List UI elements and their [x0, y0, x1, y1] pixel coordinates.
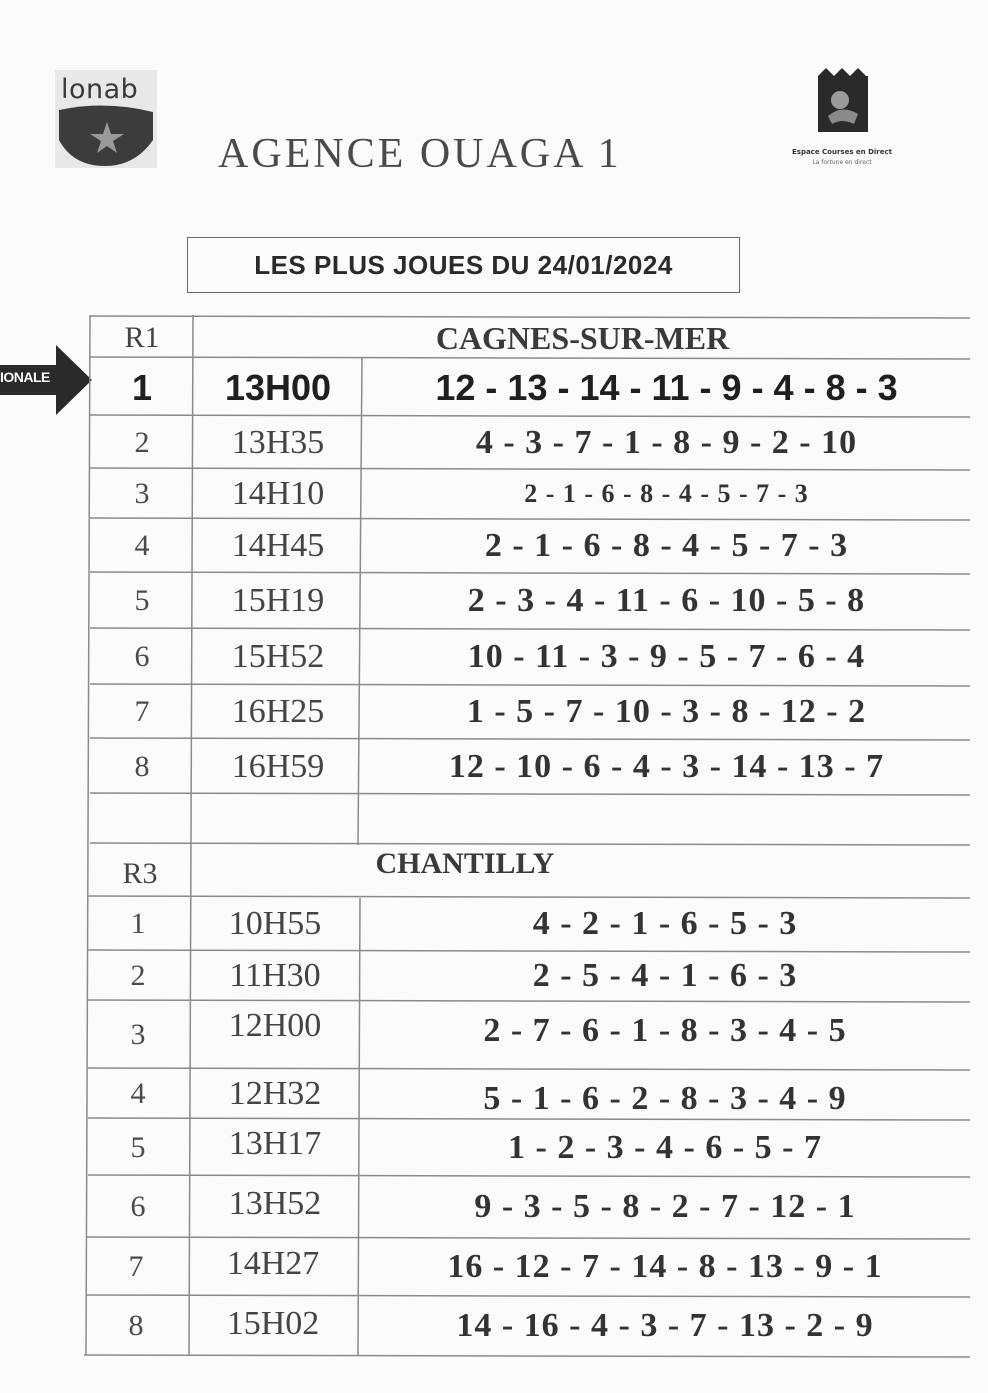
race-number: 3 [134, 477, 150, 510]
ecd-tagline: La fortune en direct [812, 159, 872, 166]
race-time: 14H27 [226, 1245, 320, 1282]
lonab-logo-text: lonab [61, 74, 139, 105]
race-combination: 12 - 10 - 6 - 4 - 3 - 14 - 13 - 7 [448, 747, 885, 785]
race-combination: 4 - 3 - 7 - 1 - 8 - 9 - 2 - 10 [475, 423, 858, 461]
race-number: 2 [130, 959, 146, 992]
race-number: 7 [128, 1250, 144, 1283]
venue-r3: CHANTILLY [375, 847, 555, 880]
race-number: 4 [130, 1077, 146, 1110]
race-combination: 14 - 16 - 4 - 3 - 7 - 13 - 2 - 9 [456, 1307, 874, 1344]
race-combination: 4 - 2 - 1 - 6 - 5 - 3 [532, 905, 798, 942]
race-time: 15H02 [226, 1304, 320, 1342]
race-combination: 2 - 1 - 6 - 8 - 4 - 5 - 7 - 3 [524, 479, 809, 508]
race-number: 6 [130, 1190, 146, 1223]
race-combination: 2 - 3 - 4 - 11 - 6 - 10 - 5 - 8 [467, 582, 866, 619]
page-title: LES PLUS JOUES DU 24/01/2024 [187, 237, 740, 293]
reunion-id-r3: R3 [122, 857, 158, 890]
race-number: 5 [130, 1130, 146, 1164]
venue-r1: CAGNES-SUR-MER [435, 319, 730, 356]
race-time: 12H00 [228, 1007, 322, 1044]
race-time: 14H45 [231, 527, 325, 564]
race-combination: 10 - 11 - 3 - 9 - 5 - 7 - 6 - 4 [467, 638, 866, 675]
race-time: 15H52 [231, 638, 325, 675]
race-combination: 1 - 2 - 3 - 4 - 6 - 5 - 7 [508, 1128, 822, 1166]
race-time: 13H35 [231, 423, 325, 461]
race-time: 13H00 [224, 366, 332, 408]
race-combination: 12 - 13 - 14 - 11 - 9 - 4 - 8 - 3 [435, 366, 898, 408]
arrow-label: IONALE [0, 369, 50, 385]
race-combination: 16 - 12 - 7 - 14 - 8 - 13 - 9 - 1 [447, 1248, 883, 1285]
race-combination: 2 - 5 - 4 - 1 - 6 - 3 [532, 957, 798, 994]
race-number: 6 [134, 640, 150, 673]
race-combination: 2 - 7 - 6 - 1 - 8 - 3 - 4 - 5 [483, 1012, 847, 1049]
race-time: 14H10 [231, 475, 325, 512]
race-combination: 1 - 5 - 7 - 10 - 3 - 8 - 12 - 2 [466, 693, 867, 730]
race-number: 1 [131, 366, 153, 408]
race-time: 12H32 [228, 1075, 322, 1112]
reunion-id-r1: R1 [124, 321, 160, 354]
race-time: 15H19 [231, 582, 325, 619]
race-number: 8 [134, 749, 150, 783]
race-time: 16H59 [231, 747, 325, 785]
race-time: 13H17 [228, 1125, 322, 1162]
race-combination: 9 - 3 - 5 - 8 - 2 - 7 - 12 - 1 [474, 1188, 856, 1225]
race-number: 7 [134, 695, 150, 728]
race-number: 3 [130, 1018, 146, 1051]
race-combination: 2 - 1 - 6 - 8 - 4 - 5 - 7 - 3 [484, 527, 849, 564]
race-time: 10H55 [228, 905, 322, 942]
race-number: 8 [128, 1309, 144, 1342]
race-number: 4 [134, 529, 150, 562]
race-time: 11H30 [229, 957, 321, 994]
race-number: 5 [134, 584, 150, 617]
ecd-caption: Espace Courses en Direct [792, 148, 892, 156]
race-number: 2 [134, 425, 150, 459]
agency-title: AGENCE OUAGA 1 [218, 131, 622, 177]
race-time: 16H25 [231, 693, 325, 730]
race-number: 1 [130, 907, 146, 940]
race-time: 13H52 [228, 1184, 322, 1222]
race-combination: 5 - 1 - 6 - 2 - 8 - 3 - 4 - 9 [483, 1080, 847, 1117]
